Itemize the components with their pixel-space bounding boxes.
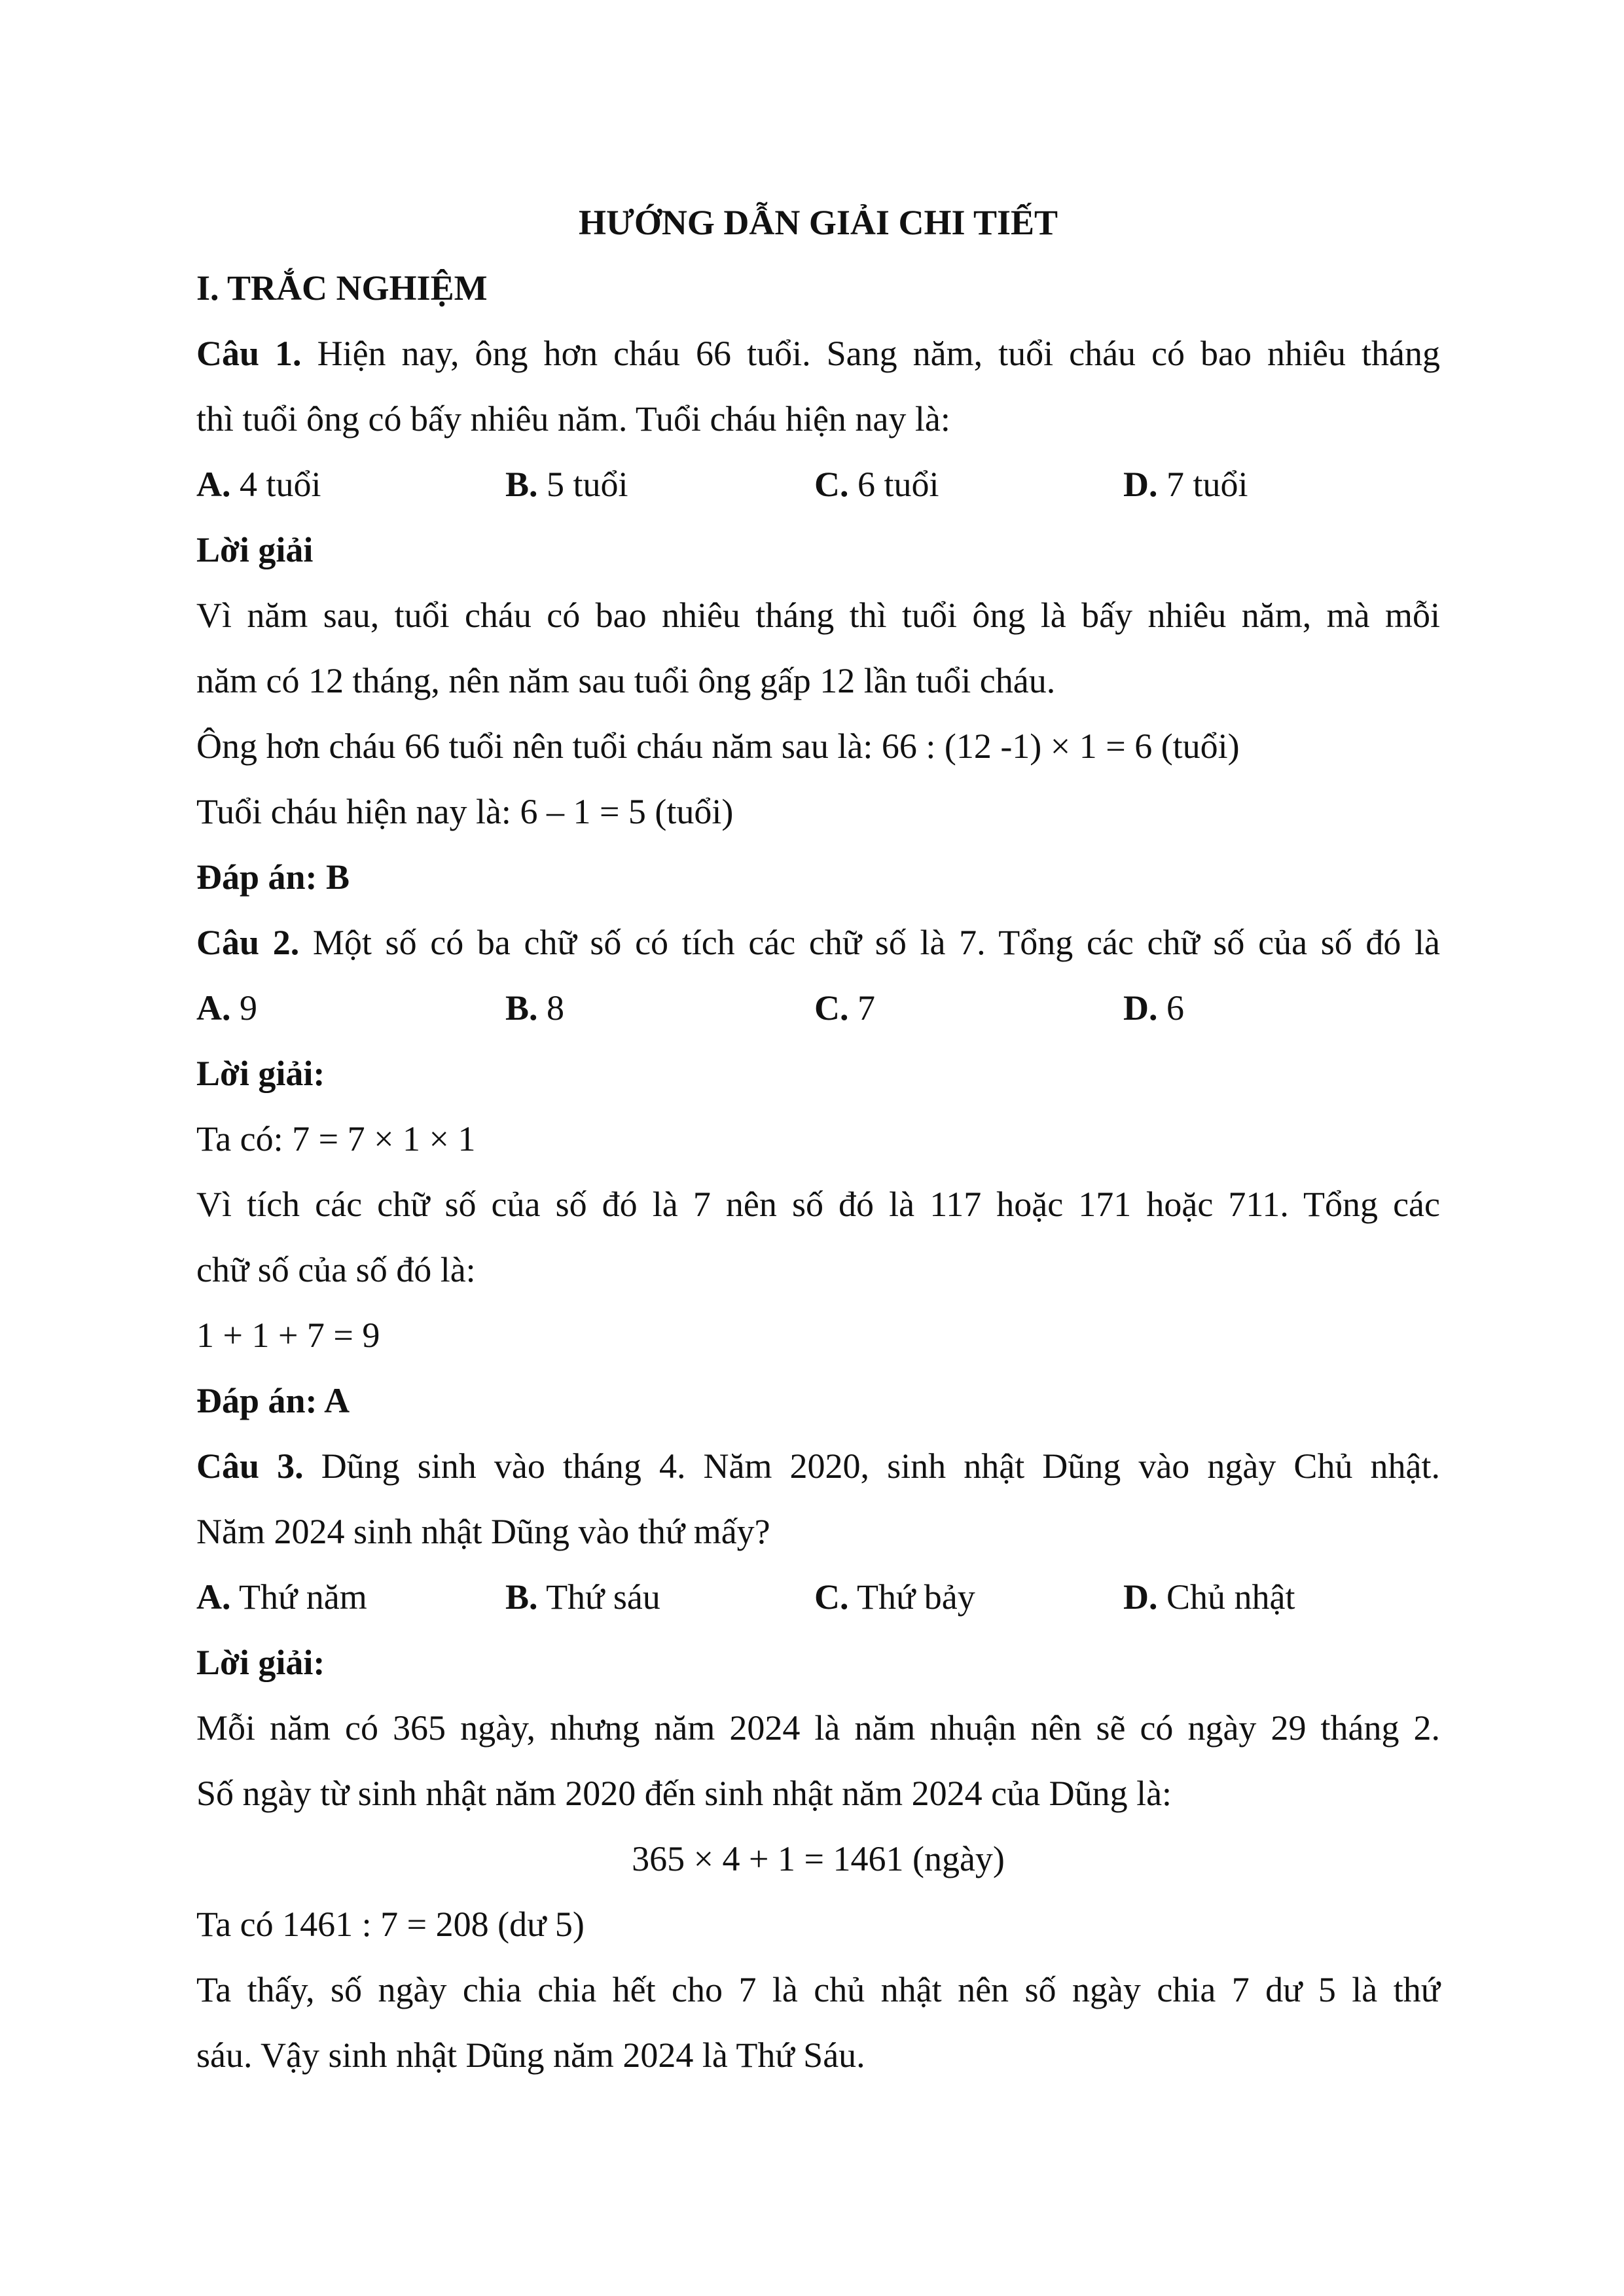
q3-option-b: B. Thứ sáu xyxy=(505,1577,660,1617)
q3-stem-line-2: Năm 2024 sinh nhật Dũng vào thứ mấy? xyxy=(196,1512,770,1551)
q2-option-b: B. 8 xyxy=(505,988,565,1028)
q3-option-d: D. Chủ nhật xyxy=(1123,1577,1295,1617)
document-page xyxy=(196,190,1440,2088)
q3-solution-heading: Lời giải: xyxy=(196,1643,325,1682)
q2-solution-line-2: Vì tích các chữ số của số đó là 7 nên số đó là 117 hoặc 171 hoặc 711. Tổng các xyxy=(196,1185,1440,1224)
q1-label: Câu 1. xyxy=(196,334,302,373)
section-heading: I. TRẮC NGHIỆM xyxy=(196,268,488,308)
q3-solution-line-5: Ta thấy, số ngày chia chia hết cho 7 là chủ nhật nên số ngày chia 7 dư 5 là thứ xyxy=(196,1970,1440,2009)
q1-stem-line-1 xyxy=(196,321,1440,386)
q1-option-d: D. 7 tuổi xyxy=(1123,465,1248,504)
q1-solution-line-2: năm có 12 tháng, nên năm sau tuổi ông gấp 12 lần tuổi cháu. xyxy=(196,661,1056,700)
q2-option-c: C. 7 xyxy=(814,988,875,1028)
q2-solution-heading: Lời giải: xyxy=(196,1054,325,1093)
q2-solution-line-4: 1 + 1 + 7 = 9 xyxy=(196,1316,380,1355)
q1-option-b: B. 5 tuổi xyxy=(505,465,628,504)
q2-solution-line-3: chữ số của số đó là: xyxy=(196,1250,476,1289)
q2-solution-line-1: Ta có: 7 = 7 × 1 × 1 xyxy=(196,1119,476,1158)
q2-answer: Đáp án: A xyxy=(196,1381,350,1420)
q1-solution-line-1: Vì năm sau, tuổi cháu có bao nhiêu tháng thì tuổi ông là bấy nhiêu năm, mà mỗi xyxy=(196,596,1440,635)
q3-solution-line-6: sáu. Vậy sinh nhật Dũng năm 2024 là Thứ Sáu. xyxy=(196,2036,865,2075)
q2-text-1: Một số có ba chữ số có tích các chữ số là 7. Tổng các chữ số của số đó là xyxy=(312,923,1441,962)
q1-answer: Đáp án: B xyxy=(196,857,350,897)
q2-label: Câu 2. xyxy=(196,923,300,962)
q3-option-c: C. Thứ bảy xyxy=(814,1577,975,1617)
q1-solution-heading: Lời giải xyxy=(196,530,314,569)
q3-solution-line-4: Ta có 1461 : 7 = 208 (dư 5) xyxy=(196,1905,585,1944)
q3-solution-line-1: Mỗi năm có 365 ngày, nhưng năm 2024 là năm nhuận nên sẽ có ngày 29 tháng 2. xyxy=(196,1708,1440,1748)
q1-option-a: A. 4 tuổi xyxy=(196,465,321,504)
q2-option-d: D. 6 xyxy=(1123,988,1184,1028)
q3-options xyxy=(196,1564,1440,1630)
q3-label: Câu 3. xyxy=(196,1446,304,1486)
page-title: HƯỚNG DẪN GIẢI CHI TIẾT xyxy=(578,203,1058,242)
q2-stem-line-1 xyxy=(196,910,1440,975)
q3-text-1: Dũng sinh vào tháng 4. Năm 2020, sinh nhật Dũng vào ngày Chủ nhật. xyxy=(321,1446,1440,1486)
q1-stem-line-2: thì tuổi ông có bấy nhiêu năm. Tuổi cháu hiện nay là: xyxy=(196,399,950,439)
q3-stem-line-1 xyxy=(196,1433,1440,1499)
q1-text-1: Hiện nay, ông hơn cháu 66 tuổi. Sang năm, tuổi cháu có bao nhiêu tháng xyxy=(317,334,1440,373)
q2-option-a: A. 9 xyxy=(196,988,257,1028)
q1-option-c: C. 6 tuổi xyxy=(814,465,939,504)
q3-solution-equation: 365 × 4 + 1 = 1461 (ngày) xyxy=(632,1839,1005,1878)
q3-solution-line-2: Số ngày từ sinh nhật năm 2020 đến sinh nhật năm 2024 của Dũng là: xyxy=(196,1774,1172,1813)
q1-solution-line-3: Ông hơn cháu 66 tuổi nên tuổi cháu năm sau là: 66 : (12 -1) × 1 = 6 (tuổi) xyxy=(196,726,1240,766)
q2-options xyxy=(196,975,1440,1041)
q1-solution-line-4: Tuổi cháu hiện nay là: 6 – 1 = 5 (tuổi) xyxy=(196,792,734,831)
q1-options xyxy=(196,452,1440,517)
q3-option-a: A. Thứ năm xyxy=(196,1577,367,1617)
